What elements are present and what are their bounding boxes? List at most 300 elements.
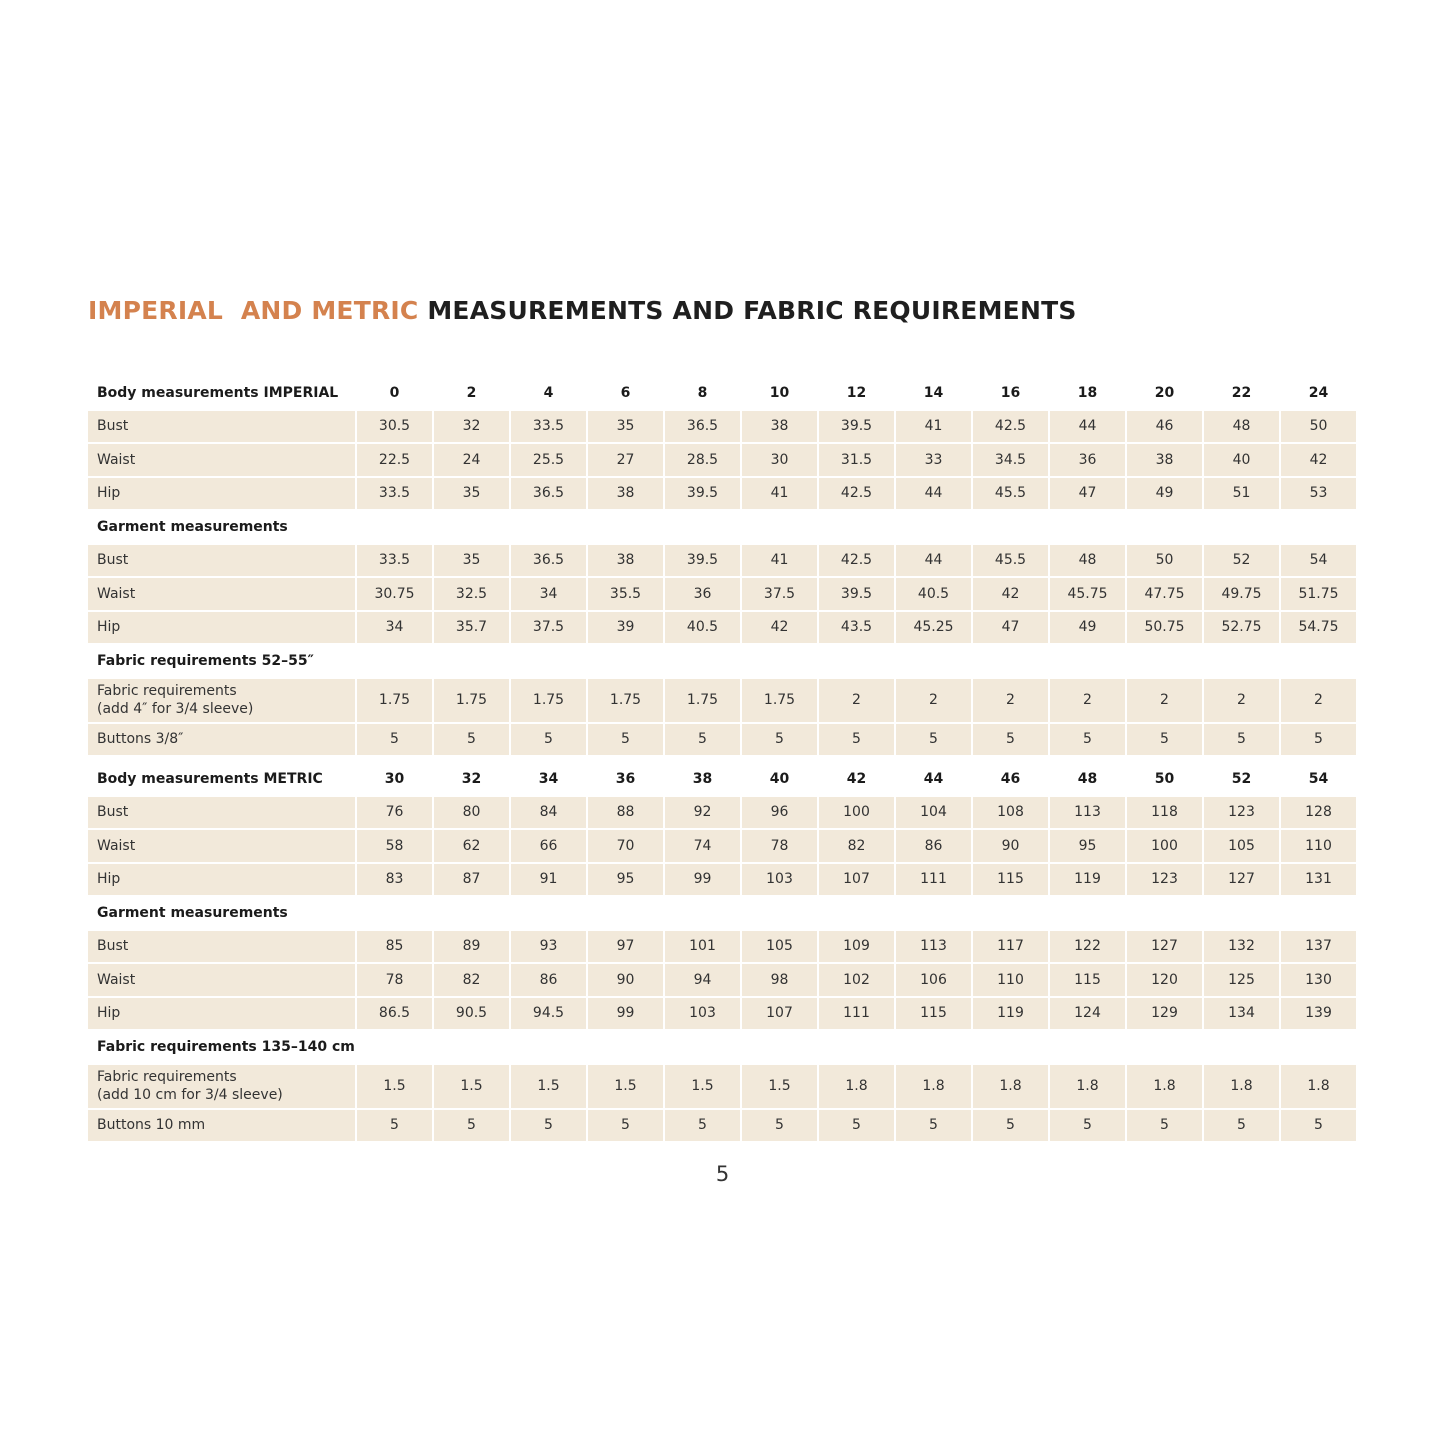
size-label: 42	[819, 763, 894, 795]
value-cell: 34.5	[973, 444, 1048, 476]
value-cell: 76	[357, 797, 432, 829]
value-cell: 34	[357, 612, 432, 644]
size-label: 14	[896, 377, 971, 409]
row-label: Buttons 10 mm	[88, 1110, 355, 1142]
value-cell: 41	[896, 411, 971, 443]
value-cell: 131	[1281, 864, 1356, 896]
value-cell: 35	[588, 411, 663, 443]
value-cell: 1.8	[896, 1065, 971, 1108]
value-cell: 1.8	[1050, 1065, 1125, 1108]
value-cell: 98	[742, 964, 817, 996]
value-cell: 45.75	[1050, 578, 1125, 610]
value-cell: 51.75	[1281, 578, 1356, 610]
size-header-row	[88, 763, 1356, 795]
size-label: 46	[973, 763, 1048, 795]
value-cell: 35	[434, 478, 509, 510]
value-cell: 30	[742, 444, 817, 476]
empty-cell	[511, 511, 586, 543]
value-cell: 129	[1127, 998, 1202, 1030]
value-cell: 30.5	[357, 411, 432, 443]
empty-cell	[819, 511, 894, 543]
empty-cell	[357, 645, 432, 677]
size-label: 34	[511, 763, 586, 795]
size-label: 50	[1127, 763, 1202, 795]
value-cell: 58	[357, 830, 432, 862]
value-cell: 100	[1127, 830, 1202, 862]
empty-cell	[1050, 511, 1125, 543]
empty-cell	[1281, 1031, 1356, 1063]
value-cell: 5	[357, 1110, 432, 1142]
empty-cell	[511, 645, 586, 677]
empty-cell	[896, 1031, 971, 1063]
value-cell: 42	[1281, 444, 1356, 476]
value-cell: 42.5	[973, 411, 1048, 443]
empty-cell	[742, 1031, 817, 1063]
empty-cell	[511, 897, 586, 929]
value-cell: 2	[1050, 679, 1125, 722]
section-header-label: Fabric requirements 135–140 cm	[88, 1031, 355, 1063]
value-cell: 107	[819, 864, 894, 896]
garment-header-row	[88, 511, 1356, 543]
value-cell: 128	[1281, 797, 1356, 829]
value-cell: 39	[588, 612, 663, 644]
value-cell: 5	[896, 724, 971, 756]
empty-cell	[1281, 511, 1356, 543]
empty-cell	[1204, 1031, 1279, 1063]
row-label: Waist	[88, 964, 355, 996]
empty-cell	[1127, 897, 1202, 929]
value-cell: 82	[819, 830, 894, 862]
value-cell: 40.5	[896, 578, 971, 610]
empty-cell	[1204, 645, 1279, 677]
value-cell: 5	[819, 1110, 894, 1142]
value-cell: 90	[588, 964, 663, 996]
row-label: Waist	[88, 830, 355, 862]
value-cell: 1.75	[434, 679, 509, 722]
value-cell: 40.5	[665, 612, 740, 644]
value-cell: 2	[1204, 679, 1279, 722]
empty-cell	[1127, 511, 1202, 543]
row-label: Waist	[88, 444, 355, 476]
value-cell: 139	[1281, 998, 1356, 1030]
value-cell: 5	[665, 1110, 740, 1142]
value-cell: 78	[357, 964, 432, 996]
empty-cell	[1050, 645, 1125, 677]
row-label: Waist	[88, 578, 355, 610]
value-cell: 111	[819, 998, 894, 1030]
value-cell: 118	[1127, 797, 1202, 829]
section-header-label: Garment measurements	[88, 897, 355, 929]
value-cell: 1.5	[434, 1065, 509, 1108]
value-cell: 127	[1204, 864, 1279, 896]
value-cell: 48	[1204, 411, 1279, 443]
value-cell: 2	[896, 679, 971, 722]
value-cell: 1.5	[588, 1065, 663, 1108]
garment-header-row	[88, 897, 1356, 929]
value-cell: 5	[511, 1110, 586, 1142]
value-cell: 35	[434, 545, 509, 577]
row-label: Hip	[88, 478, 355, 510]
garment-row-hip	[88, 612, 1356, 644]
size-label: 10	[742, 377, 817, 409]
value-cell: 36	[665, 578, 740, 610]
garment-row-hip	[88, 998, 1356, 1030]
value-cell: 5	[973, 724, 1048, 756]
value-cell: 5	[434, 1110, 509, 1142]
value-cell: 43.5	[819, 612, 894, 644]
value-cell: 35.5	[588, 578, 663, 610]
value-cell: 86	[896, 830, 971, 862]
value-cell: 47.75	[1127, 578, 1202, 610]
value-cell: 52	[1204, 545, 1279, 577]
row-label: Hip	[88, 612, 355, 644]
value-cell: 123	[1127, 864, 1202, 896]
empty-cell	[1204, 511, 1279, 543]
value-cell: 47	[1050, 478, 1125, 510]
value-cell: 78	[742, 830, 817, 862]
value-cell: 97	[588, 931, 663, 963]
value-cell: 52.75	[1204, 612, 1279, 644]
value-cell: 110	[973, 964, 1048, 996]
empty-cell	[434, 511, 509, 543]
empty-cell	[1127, 1031, 1202, 1063]
value-cell: 111	[896, 864, 971, 896]
value-cell: 1.5	[742, 1065, 817, 1108]
empty-cell	[665, 897, 740, 929]
value-cell: 50.75	[1127, 612, 1202, 644]
value-cell: 95	[1050, 830, 1125, 862]
value-cell: 42.5	[819, 545, 894, 577]
size-label: 36	[588, 763, 663, 795]
empty-cell	[665, 645, 740, 677]
value-cell: 84	[511, 797, 586, 829]
size-label: 6	[588, 377, 663, 409]
value-cell: 46	[1127, 411, 1202, 443]
value-cell: 33.5	[511, 411, 586, 443]
size-label: 48	[1050, 763, 1125, 795]
size-label: 32	[434, 763, 509, 795]
value-cell: 25.5	[511, 444, 586, 476]
size-label: 22	[1204, 377, 1279, 409]
size-label: 40	[742, 763, 817, 795]
empty-cell	[896, 645, 971, 677]
value-cell: 119	[1050, 864, 1125, 896]
empty-cell	[357, 897, 432, 929]
value-cell: 32.5	[434, 578, 509, 610]
value-cell: 30.75	[357, 578, 432, 610]
title-rest: MEASUREMENTS AND FABRIC REQUIREMENTS	[427, 296, 1077, 325]
empty-cell	[973, 645, 1048, 677]
empty-cell	[434, 1031, 509, 1063]
value-cell: 28.5	[665, 444, 740, 476]
value-cell: 33.5	[357, 545, 432, 577]
empty-cell	[357, 511, 432, 543]
value-cell: 110	[1281, 830, 1356, 862]
empty-cell	[973, 897, 1048, 929]
size-label: 16	[973, 377, 1048, 409]
value-cell: 1.75	[588, 679, 663, 722]
value-cell: 92	[665, 797, 740, 829]
value-cell: 54	[1281, 545, 1356, 577]
value-cell: 5	[742, 1110, 817, 1142]
value-cell: 137	[1281, 931, 1356, 963]
size-label: 20	[1127, 377, 1202, 409]
body-row-bust	[88, 411, 1356, 443]
size-label: 4	[511, 377, 586, 409]
value-cell: 38	[588, 545, 663, 577]
value-cell: 42	[742, 612, 817, 644]
empty-cell	[434, 897, 509, 929]
size-label: 18	[1050, 377, 1125, 409]
value-cell: 35.7	[434, 612, 509, 644]
page-title	[88, 296, 1077, 325]
value-cell: 62	[434, 830, 509, 862]
value-cell: 50	[1281, 411, 1356, 443]
value-cell: 32	[434, 411, 509, 443]
empty-cell	[1281, 897, 1356, 929]
value-cell: 101	[665, 931, 740, 963]
value-cell: 105	[742, 931, 817, 963]
value-cell: 95	[588, 864, 663, 896]
value-cell: 1.5	[665, 1065, 740, 1108]
value-cell: 5	[357, 724, 432, 756]
empty-cell	[588, 511, 663, 543]
section-header-label: Fabric requirements 52–55″	[88, 645, 355, 677]
section-header-label: Body measurements METRIC	[88, 763, 355, 795]
empty-cell	[588, 897, 663, 929]
body-row-waist	[88, 830, 1356, 862]
fabric-requirements-label	[88, 679, 355, 722]
value-cell: 99	[665, 864, 740, 896]
garment-row-waist	[88, 578, 1356, 610]
value-cell: 5	[588, 724, 663, 756]
value-cell: 54.75	[1281, 612, 1356, 644]
empty-cell	[973, 511, 1048, 543]
value-cell: 27	[588, 444, 663, 476]
value-cell: 102	[819, 964, 894, 996]
value-cell: 94	[665, 964, 740, 996]
value-cell: 2	[1281, 679, 1356, 722]
size-header-row	[88, 377, 1356, 409]
value-cell: 39.5	[819, 578, 894, 610]
row-label: Bust	[88, 797, 355, 829]
value-cell: 1.8	[973, 1065, 1048, 1108]
buttons-row	[88, 1110, 1356, 1142]
value-cell: 90	[973, 830, 1048, 862]
size-label: 2	[434, 377, 509, 409]
value-cell: 39.5	[665, 545, 740, 577]
value-cell: 2	[1127, 679, 1202, 722]
empty-cell	[434, 645, 509, 677]
value-cell: 41	[742, 478, 817, 510]
value-cell: 5	[1050, 1110, 1125, 1142]
value-cell: 5	[973, 1110, 1048, 1142]
value-cell: 99	[588, 998, 663, 1030]
value-cell: 5	[819, 724, 894, 756]
value-cell: 1.8	[819, 1065, 894, 1108]
value-cell: 1.8	[1204, 1065, 1279, 1108]
value-cell: 33	[896, 444, 971, 476]
value-cell: 1.75	[357, 679, 432, 722]
value-cell: 38	[1127, 444, 1202, 476]
value-cell: 44	[896, 478, 971, 510]
value-cell: 1.75	[511, 679, 586, 722]
value-cell: 107	[742, 998, 817, 1030]
value-cell: 82	[434, 964, 509, 996]
empty-cell	[665, 1031, 740, 1063]
garment-row-waist	[88, 964, 1356, 996]
page-number: 5	[715, 1162, 730, 1186]
value-cell: 74	[665, 830, 740, 862]
value-cell: 104	[896, 797, 971, 829]
value-cell: 44	[896, 545, 971, 577]
value-cell: 45.25	[896, 612, 971, 644]
value-cell: 87	[434, 864, 509, 896]
value-cell: 5	[588, 1110, 663, 1142]
value-cell: 36	[1050, 444, 1125, 476]
empty-cell	[819, 645, 894, 677]
fabric-label-line-1: Fabric requirements	[97, 683, 237, 699]
value-cell: 132	[1204, 931, 1279, 963]
value-cell: 38	[742, 411, 817, 443]
row-label: Buttons 3/8″	[88, 724, 355, 756]
value-cell: 49.75	[1204, 578, 1279, 610]
body-row-waist	[88, 444, 1356, 476]
row-label: Bust	[88, 411, 355, 443]
value-cell: 50	[1127, 545, 1202, 577]
value-cell: 5	[1050, 724, 1125, 756]
value-cell: 45.5	[973, 545, 1048, 577]
value-cell: 31.5	[819, 444, 894, 476]
value-cell: 124	[1050, 998, 1125, 1030]
value-cell: 5	[434, 724, 509, 756]
value-cell: 39.5	[665, 478, 740, 510]
value-cell: 86.5	[357, 998, 432, 1030]
value-cell: 1.5	[357, 1065, 432, 1108]
value-cell: 88	[588, 797, 663, 829]
fabric-requirements-label	[88, 1065, 355, 1108]
empty-cell	[588, 645, 663, 677]
fabric-label-line-2: (add 10 cm for 3/4 sleeve)	[97, 1087, 283, 1103]
value-cell: 119	[973, 998, 1048, 1030]
size-label: 24	[1281, 377, 1356, 409]
empty-cell	[973, 1031, 1048, 1063]
value-cell: 45.5	[973, 478, 1048, 510]
value-cell: 5	[511, 724, 586, 756]
value-cell: 51	[1204, 478, 1279, 510]
value-cell: 134	[1204, 998, 1279, 1030]
value-cell: 1.8	[1127, 1065, 1202, 1108]
row-label: Bust	[88, 545, 355, 577]
value-cell: 36.5	[665, 411, 740, 443]
body-row-hip	[88, 478, 1356, 510]
value-cell: 96	[742, 797, 817, 829]
value-cell: 1.75	[665, 679, 740, 722]
value-cell: 24	[434, 444, 509, 476]
value-cell: 80	[434, 797, 509, 829]
value-cell: 115	[973, 864, 1048, 896]
size-label: 8	[665, 377, 740, 409]
empty-cell	[1050, 1031, 1125, 1063]
value-cell: 36.5	[511, 545, 586, 577]
value-cell: 106	[896, 964, 971, 996]
value-cell: 2	[819, 679, 894, 722]
value-cell: 42.5	[819, 478, 894, 510]
value-cell: 34	[511, 578, 586, 610]
size-label: 0	[357, 377, 432, 409]
section-header-label: Garment measurements	[88, 511, 355, 543]
value-cell: 105	[1204, 830, 1279, 862]
value-cell: 5	[742, 724, 817, 756]
value-cell: 39.5	[819, 411, 894, 443]
value-cell: 44	[1050, 411, 1125, 443]
value-cell: 53	[1281, 478, 1356, 510]
value-cell: 103	[665, 998, 740, 1030]
row-label: Bust	[88, 931, 355, 963]
value-cell: 130	[1281, 964, 1356, 996]
value-cell: 120	[1127, 964, 1202, 996]
empty-cell	[896, 511, 971, 543]
value-cell: 5	[1281, 724, 1356, 756]
value-cell: 85	[357, 931, 432, 963]
size-charts	[88, 375, 1358, 1143]
value-cell: 37.5	[742, 578, 817, 610]
value-cell: 40	[1204, 444, 1279, 476]
garment-row-bust	[88, 931, 1356, 963]
fabric-header-row	[88, 1031, 1356, 1063]
empty-cell	[1127, 645, 1202, 677]
value-cell: 90.5	[434, 998, 509, 1030]
value-cell: 1.75	[742, 679, 817, 722]
section-header-label: Body measurements IMPERIAL	[88, 377, 355, 409]
value-cell: 122	[1050, 931, 1125, 963]
value-cell: 22.5	[357, 444, 432, 476]
value-cell: 36.5	[511, 478, 586, 510]
value-cell: 93	[511, 931, 586, 963]
value-cell: 66	[511, 830, 586, 862]
fabric-requirements-row	[88, 679, 1356, 722]
value-cell: 5	[1204, 724, 1279, 756]
value-cell: 113	[1050, 797, 1125, 829]
empty-cell	[819, 1031, 894, 1063]
fabric-header-row	[88, 645, 1356, 677]
value-cell: 5	[1204, 1110, 1279, 1142]
body-row-hip	[88, 864, 1356, 896]
fabric-requirements-row	[88, 1065, 1356, 1108]
empty-cell	[665, 511, 740, 543]
row-label: Hip	[88, 864, 355, 896]
size-label: 38	[665, 763, 740, 795]
value-cell: 70	[588, 830, 663, 862]
garment-row-bust	[88, 545, 1356, 577]
value-cell: 89	[434, 931, 509, 963]
value-cell: 109	[819, 931, 894, 963]
value-cell: 41	[742, 545, 817, 577]
value-cell: 49	[1127, 478, 1202, 510]
metric-size-table	[86, 761, 1358, 1143]
value-cell: 94.5	[511, 998, 586, 1030]
value-cell: 1.5	[511, 1065, 586, 1108]
row-label: Hip	[88, 998, 355, 1030]
value-cell: 2	[973, 679, 1048, 722]
value-cell: 113	[896, 931, 971, 963]
empty-cell	[742, 645, 817, 677]
empty-cell	[511, 1031, 586, 1063]
size-label: 30	[357, 763, 432, 795]
empty-cell	[1050, 897, 1125, 929]
value-cell: 117	[973, 931, 1048, 963]
value-cell: 100	[819, 797, 894, 829]
